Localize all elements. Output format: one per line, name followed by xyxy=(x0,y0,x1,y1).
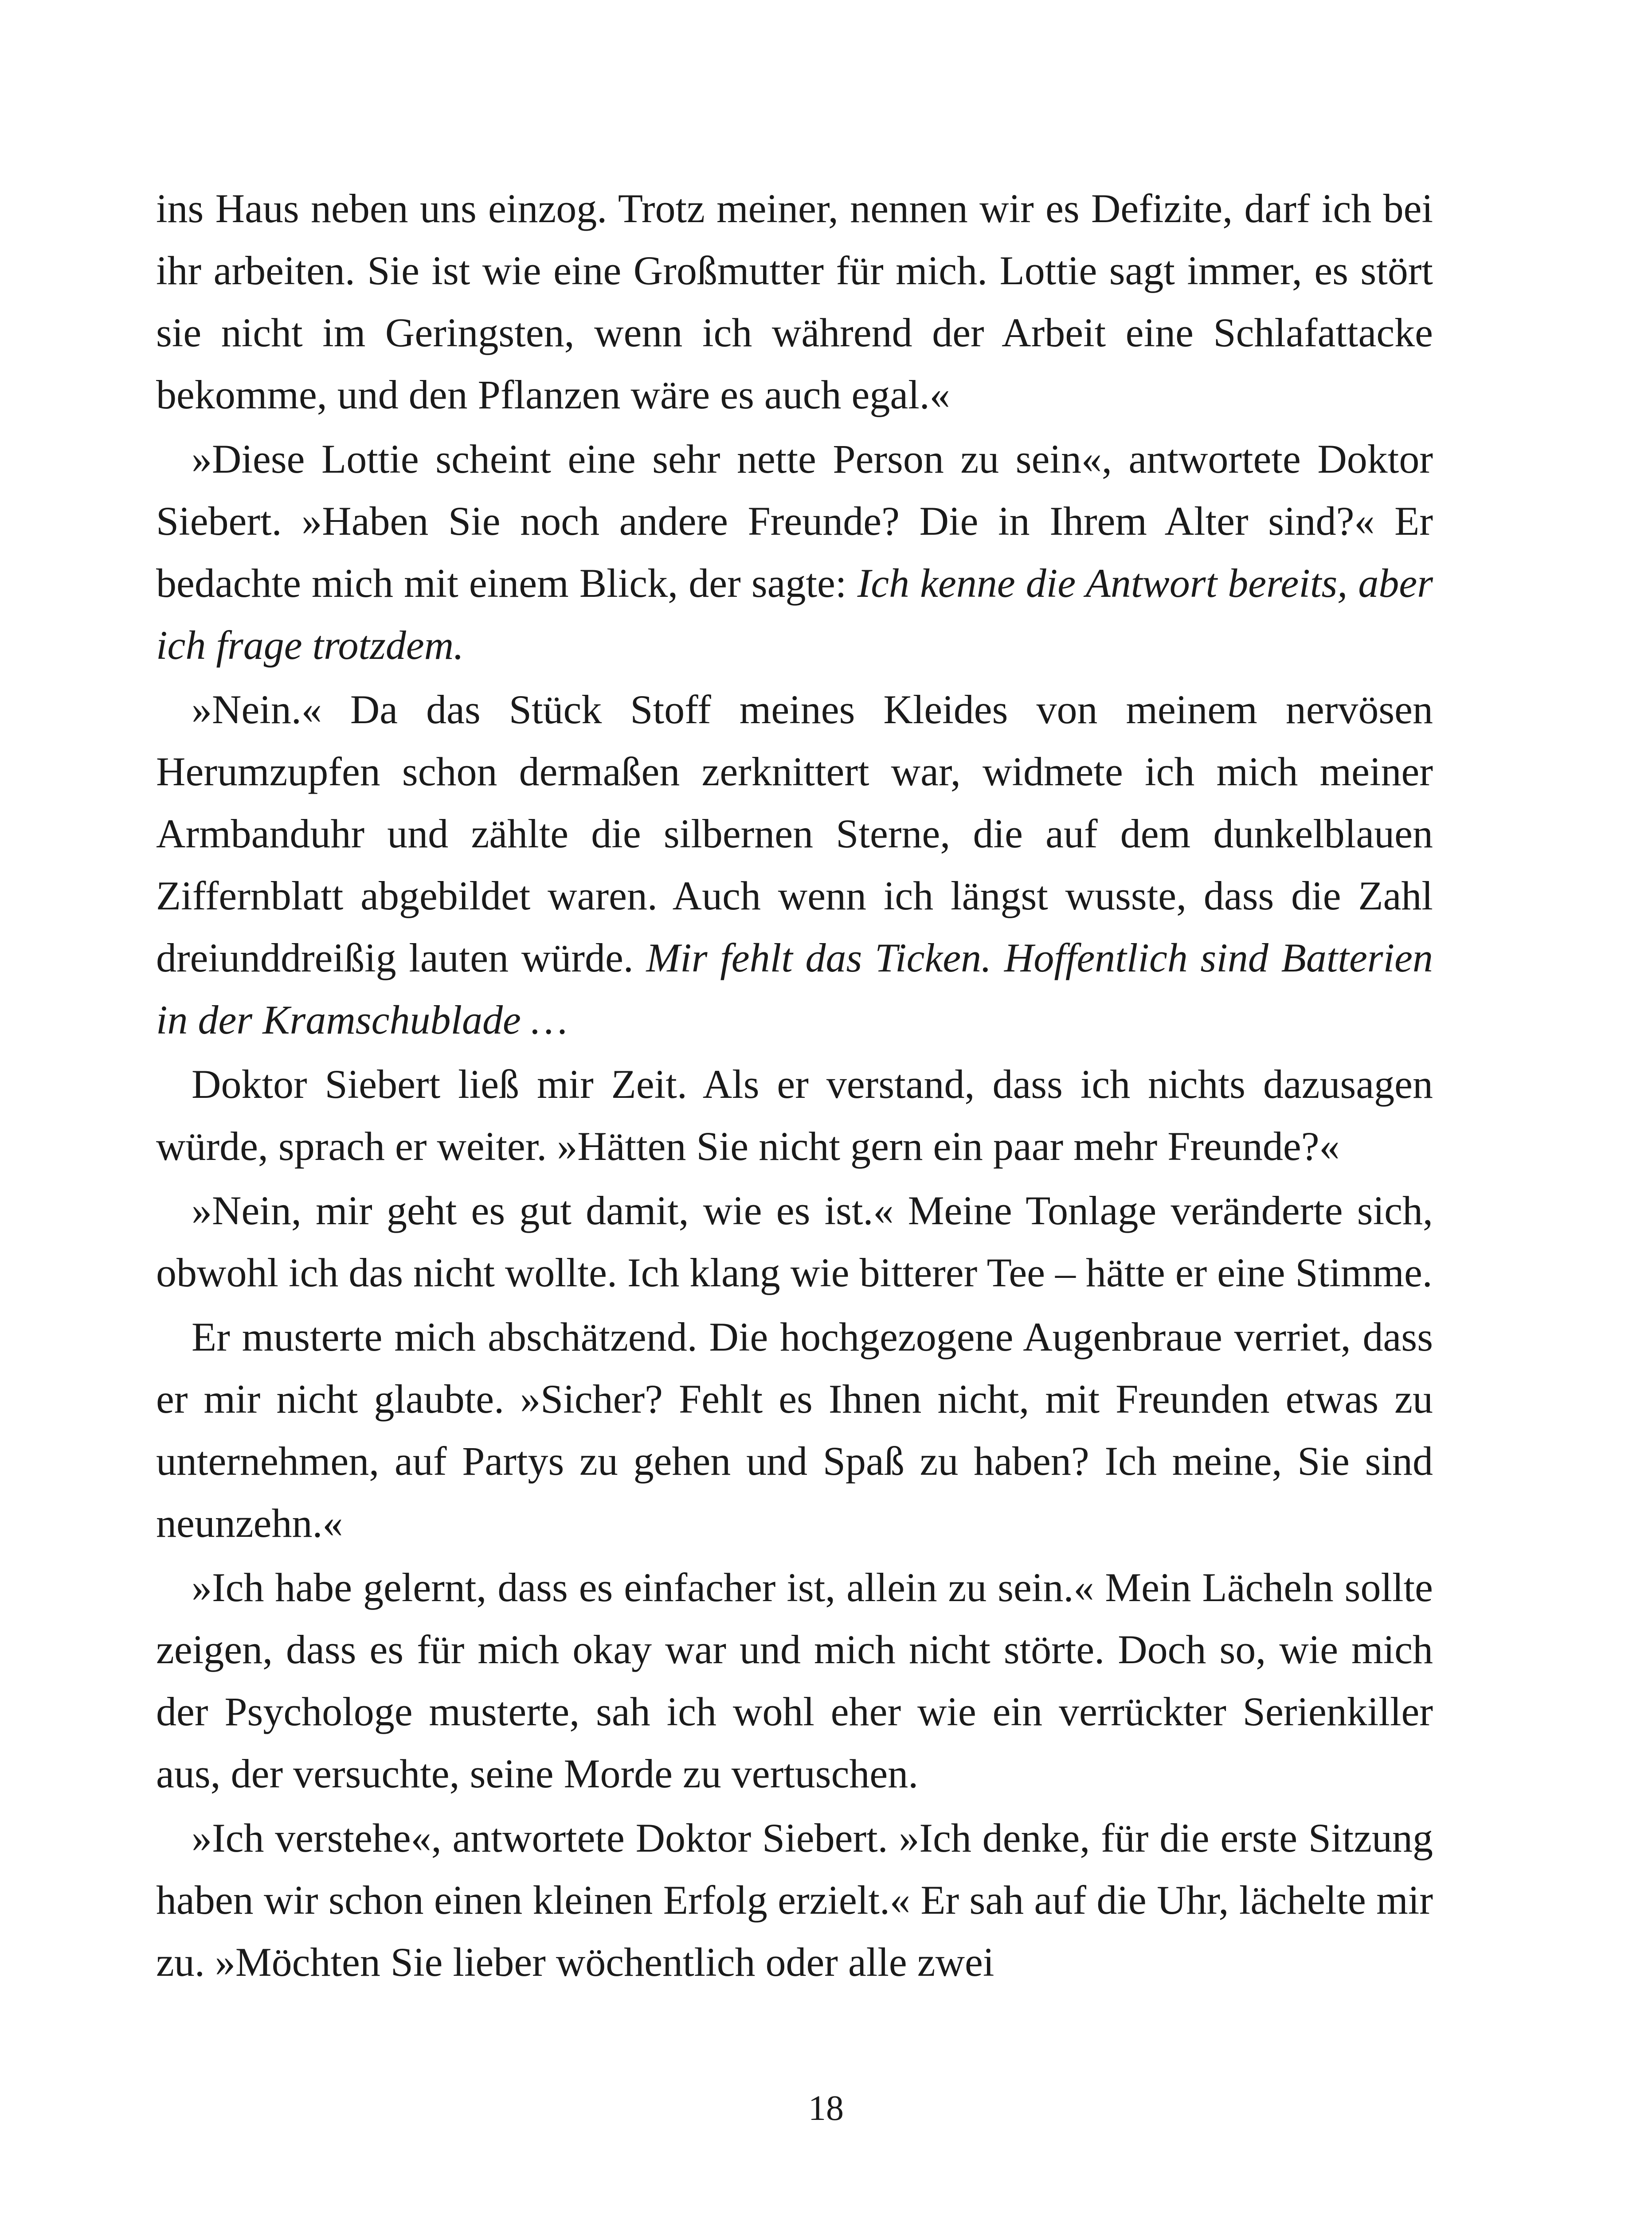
paragraph xyxy=(156,1179,1433,1304)
text-run: Doktor Siebert ließ mir Zeit. Als er verstand, dass ich nichts dazusagen würde, sprach er weiter. »Hätten Sie nicht gern ein paar mehr Freunde?« xyxy=(156,1061,1433,1169)
paragraph xyxy=(156,428,1433,676)
text-run: »Nein.« Da das Stück Stoff meines Kleides von meinem nervösen Herumzupfen schon dermaßen zerknittert war, widmete ich mich meiner Armbanduhr und zählte die silbernen Sterne, die auf dem dunkelblauen Ziffernblatt abgebildet waren. Auch wenn ich längst wusste, dass die Zahl dreiunddreißig lauten würde. xyxy=(156,687,1433,980)
text-run: Er musterte mich abschätzend. Die hochgezogene Augenbraue verriet, dass er mir nicht glaubte. »Sicher? Fehlt es Ihnen nicht, mit Freunden etwas zu unternehmen, auf Partys zu gehen und Spaß zu haben? Ich meine, Sie sind neunzehn.« xyxy=(156,1314,1433,1546)
italic-text-run: Ich kenne die Antwort bereits, aber ich frage trotzdem. xyxy=(156,560,1433,668)
body-text xyxy=(156,177,1433,1995)
paragraph xyxy=(156,1556,1433,1805)
italic-text-run: Mir fehlt das Ticken. Hoffentlich sind Batterien in der Kramschublade … xyxy=(156,935,1433,1042)
paragraph xyxy=(156,1306,1433,1554)
paragraph xyxy=(156,1053,1433,1177)
text-run: »Diese Lottie scheint eine sehr nette Person zu sein«, antwortete Doktor Siebert. »Haben Sie noch andere Freunde? Die in Ihrem Alter sind?« Er bedachte mich mit einem Blick, der sagte: xyxy=(156,436,1433,606)
paragraph xyxy=(156,177,1433,426)
text-run: »Ich verstehe«, antwortete Doktor Siebert. »Ich denke, für die erste Sitzung haben wir schon einen kleinen Erfolg erzielt.« Er sah auf die Uhr, lächelte mir zu. »Möchten Sie lieber wöchentlich oder alle zwei xyxy=(156,1815,1433,1985)
paragraph xyxy=(156,1807,1433,1993)
page-number: 18 xyxy=(808,2089,844,2128)
paragraph xyxy=(156,678,1433,1051)
text-run: »Nein, mir geht es gut damit, wie es ist.« Meine Tonlage veränderte sich, obwohl ich das nicht wollte. Ich klang wie bitterer Tee – hätte er eine Stimme. xyxy=(156,1188,1433,1295)
text-run: ins Haus neben uns einzog. Trotz meiner, nennen wir es Defizite, darf ich bei ihr arbeiten. Sie ist wie eine Großmutter für mich. Lottie sagt immer, es stört sie nicht im Geringsten, wenn ich während der Arbeit eine Schlafattacke bekomme, und den Pflanzen wäre es auch egal.« xyxy=(156,186,1433,417)
text-run: »Ich habe gelernt, dass es einfacher ist, allein zu sein.« Mein Lächeln sollte zeigen, dass es für mich okay war und mich nicht störte. Doch so, wie mich der Psychologe musterte, sah ich wohl eher wie ein verrückter Serienkiller aus, der versuchte, seine Morde zu vertuschen. xyxy=(156,1565,1433,1796)
